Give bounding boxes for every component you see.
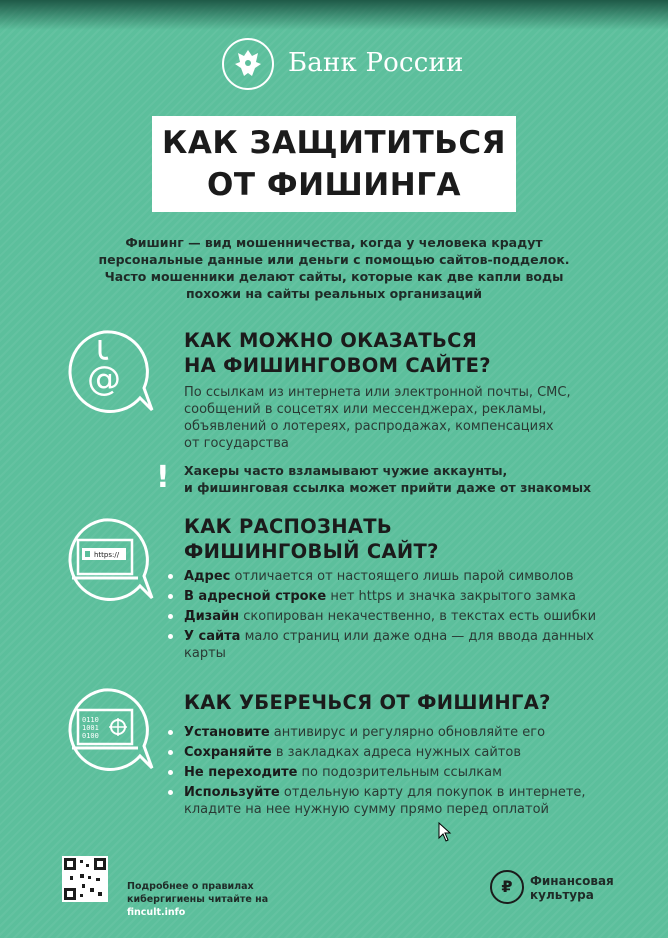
list-item-text: нет https и значка закрытого замка [326,589,576,604]
section1-body-line: По ссылкам из интернета или электронной почты, СМС, [184,385,571,400]
intro-line: похожи на сайты реальных организаций [185,286,482,301]
section1-title [184,328,491,378]
footer-line1: Подробнее о правилах [127,881,254,892]
warning-line: и фишинговая ссылка может прийти даже от знакомых [184,480,592,495]
svg-text:1001: 1001 [82,724,99,732]
fk-line1: Финансовая [530,874,614,888]
list-item [184,588,624,605]
page-title-line2: ОТ ФИШИНГА [207,167,461,203]
page-title-line1: КАК ЗАЩИТИТЬСЯ [161,125,506,161]
section1-body-line: объявлений о лотереях, распродажах, компенсациях [184,419,554,434]
warning-line: Хакеры часто взламывают чужие аккаунты, [184,463,508,478]
svg-text:0110: 0110 [82,716,99,724]
list-item-bold: Сохраняйте [184,745,272,760]
list-item-bold: Адрес [184,569,231,584]
bank-name: Банк России [288,48,464,78]
section1-body [184,384,604,452]
section1-title-line1: КАК МОЖНО ОКАЗАТЬСЯ [184,329,478,352]
svg-text:@: @ [87,359,121,399]
list-item [184,628,624,662]
footer-line2 [127,893,268,919]
section1-title-line2: НА ФИШИНГОВОМ САЙТЕ? [184,354,491,377]
footer-line2-text: кибергигиены читайте на [127,894,269,905]
section2-title-line2: ФИШИНГОВЫЙ САЙТ? [184,540,439,563]
intro-line: персональные данные или деньги с помощью сайтов-подделок. [98,252,570,267]
section3-title [184,690,551,715]
intro-line: Часто мошенники делают сайты, которые как две капли воды [104,269,564,284]
list-item-bold: Используйте [184,785,280,800]
intro-text [94,234,574,302]
list-item [184,568,624,585]
laptop-virus-icon [60,686,156,786]
fincult-link[interactable]: fincult.info [127,907,186,918]
section1-body-line: сообщений в соцсетях или мессенджерах, рекламы, [184,402,547,417]
section2-title-line1: КАК РАСПОЗНАТЬ [184,515,392,538]
fk-line2: культура [530,888,594,902]
svg-text:0100: 0100 [82,732,99,740]
intro-line: Фишинг — вид мошенничества, когда у человека крадут [125,235,543,250]
mouse-cursor-icon [438,822,452,846]
list-item-text: в закладках адреса нужных сайтов [271,745,521,760]
list-item-bold: Не переходите [184,765,298,780]
footer-text [127,880,268,919]
list-item [184,744,624,761]
list-item [184,764,624,781]
warning-text [184,462,591,496]
financial-culture-logo-text [530,874,614,902]
list-item-bold: Установите [184,725,270,740]
section3-list [184,724,624,821]
ruble-logo-icon: ₽ [490,870,524,904]
list-item-bold: У сайта [184,629,241,644]
bank-of-russia-logo-icon [222,38,274,90]
list-item-text: антивирус и регулярно обновляйте его [269,725,546,740]
at-hook-icon [60,328,156,428]
section2-title [184,514,439,564]
list-item [184,724,624,741]
laptop-https-icon [60,516,156,616]
section1-body-line: от государства [184,436,289,451]
list-item-text: по подозрительным ссылкам [297,765,502,780]
list-item-text: отдельную карту для покупок в интернете, кладите на нее нужную сумму прямо перед оплатой [184,785,586,817]
list-item-text: отличается от настоящего лишь парой символов [230,569,574,584]
section2-list [184,568,624,665]
section3-title-line1: КАК УБЕРЕЧЬСЯ ОТ ФИШИНГА? [184,691,551,714]
list-item [184,608,624,625]
exclamation-icon: ! [156,460,170,495]
title-box [152,116,516,212]
list-item [184,784,624,818]
qr-code-icon[interactable] [62,856,108,902]
top-shade [0,0,668,30]
list-item-text: мало страниц или даже одна — для ввода данных карты [184,629,594,661]
list-item-bold: В адресной строке [184,589,327,604]
https-text: https:// [94,551,120,559]
list-item-bold: Дизайн [184,609,240,624]
list-item-text: скопирован некачественно, в текстах есть ошибки [239,609,597,624]
